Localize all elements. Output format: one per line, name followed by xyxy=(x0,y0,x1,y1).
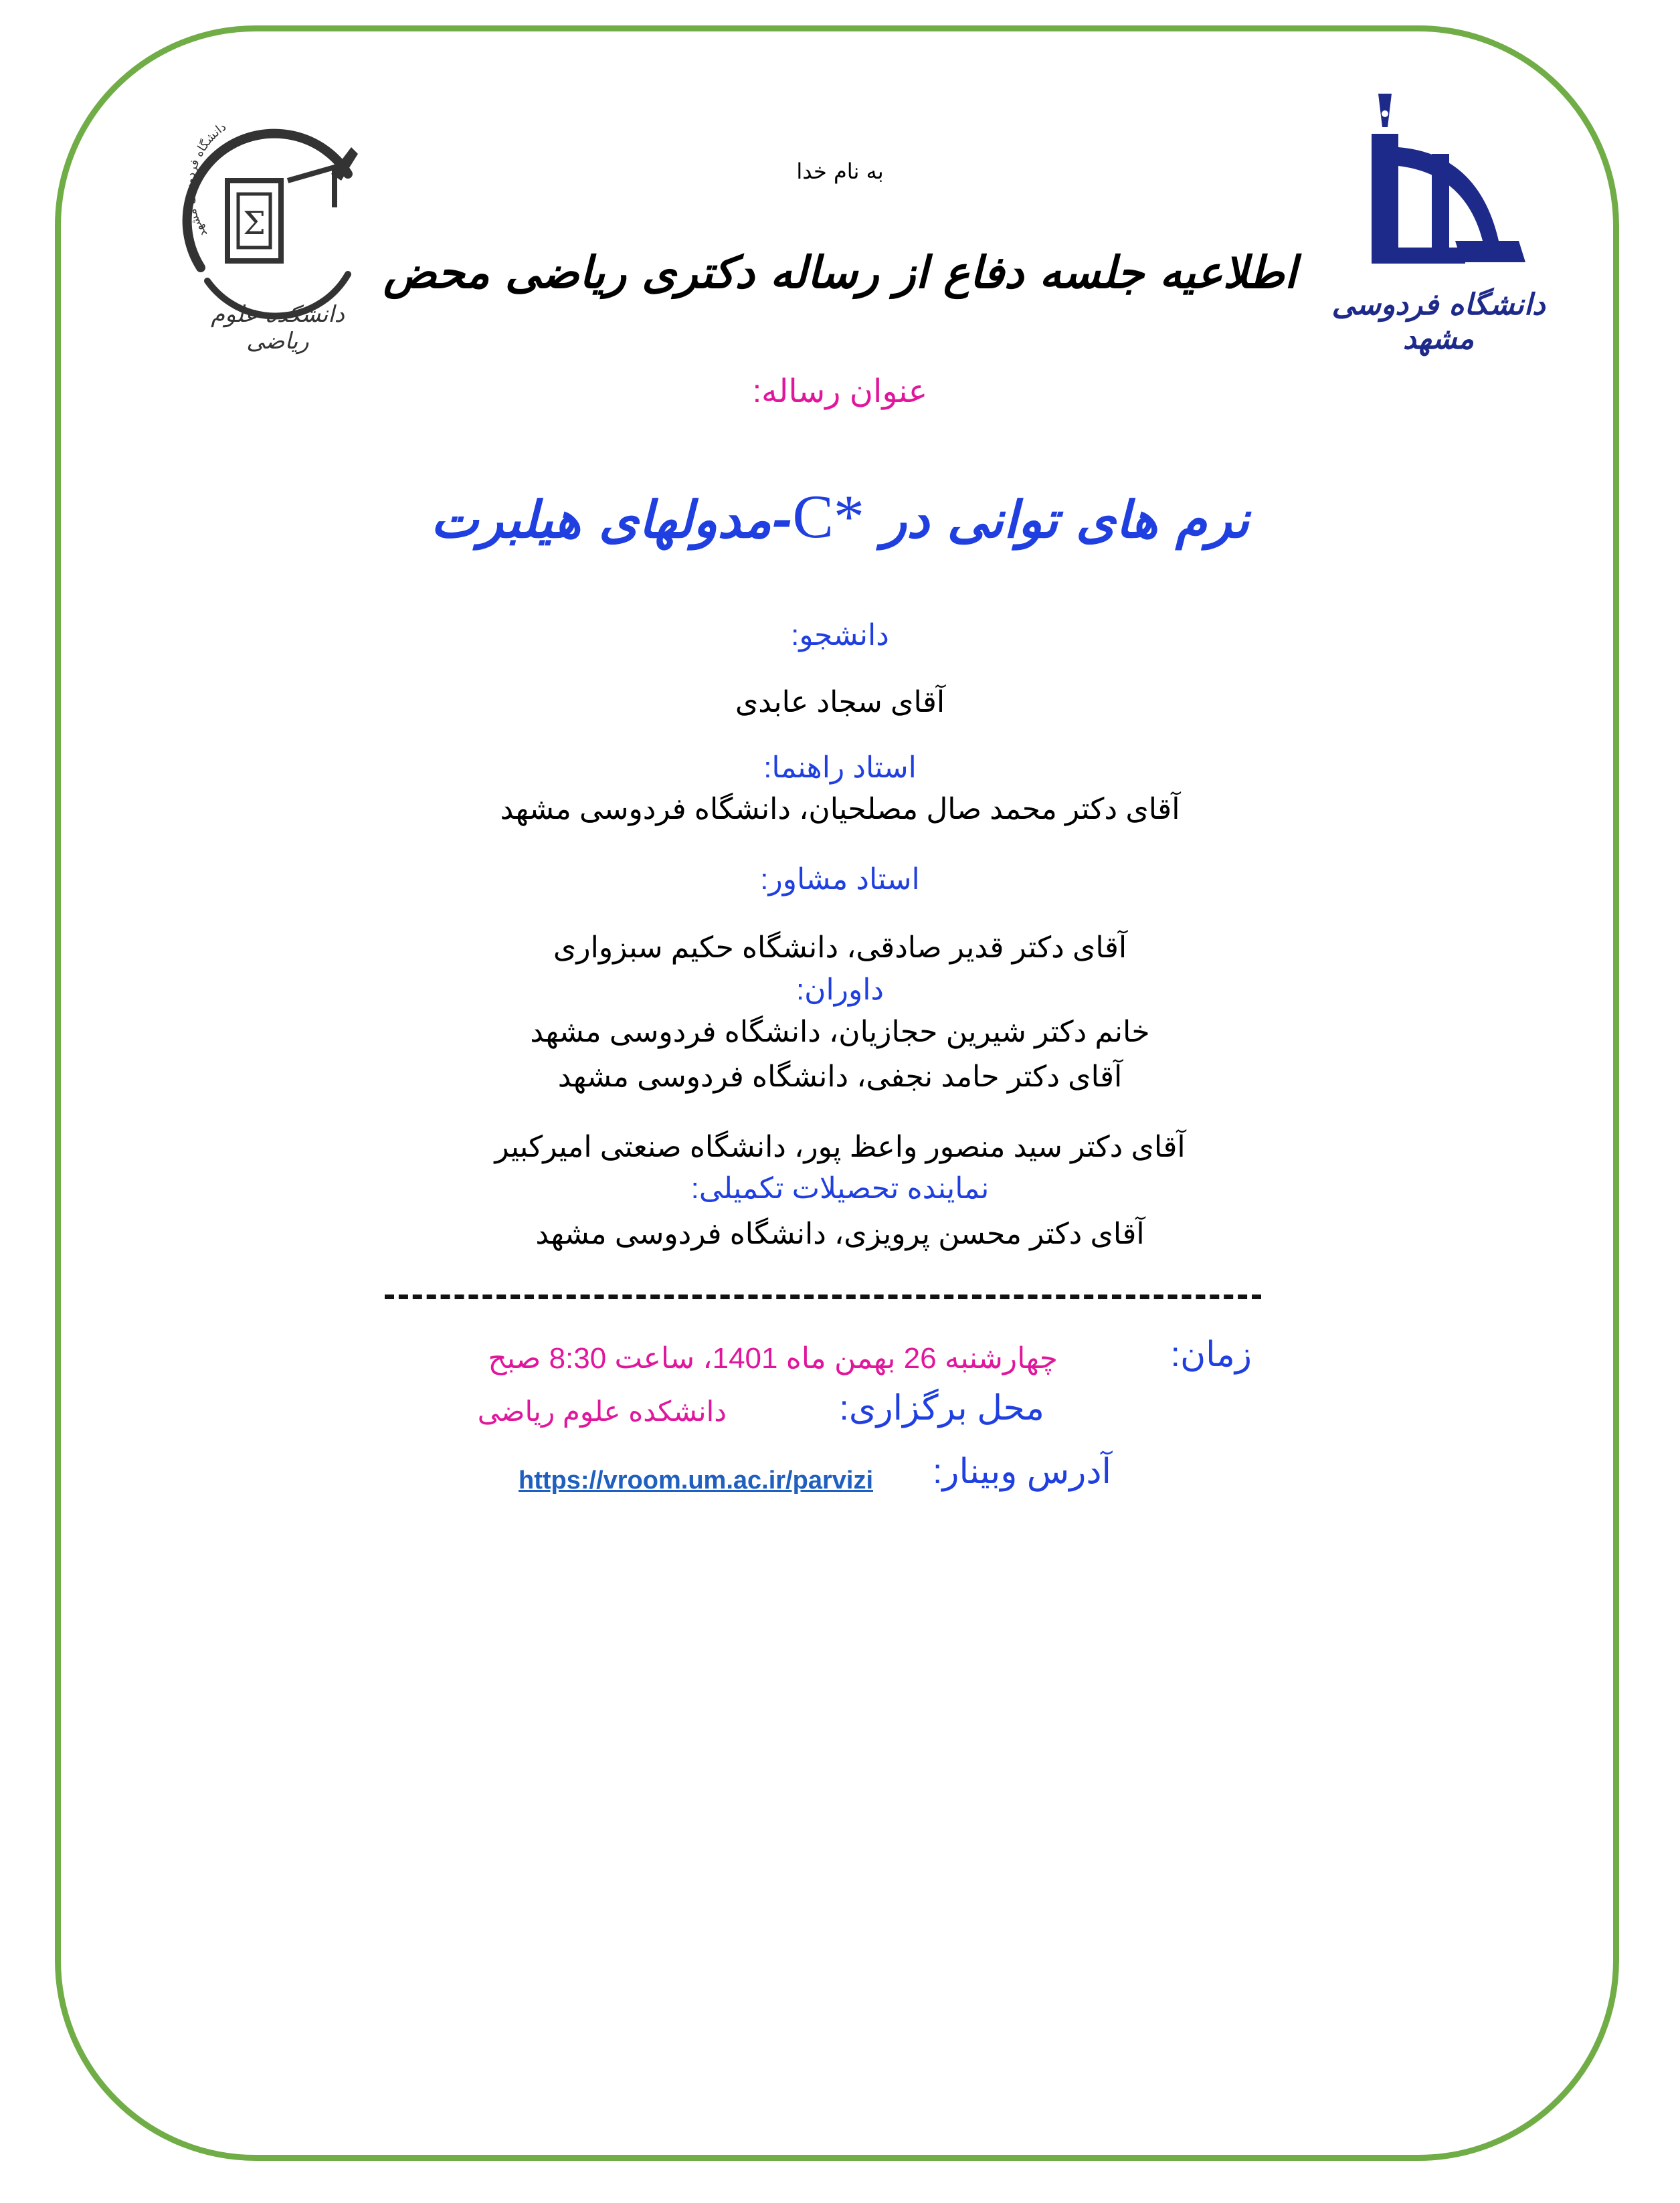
svg-text:Σ: Σ xyxy=(243,205,266,242)
supervisor-name: آقای دکتر محمد صال مصلحیان، دانشگاه فردوسی مشهد xyxy=(500,793,1180,826)
time-value: چهارشنبه 26 بهمن ماه 1401، ساعت 8:30 صبح xyxy=(488,1342,1058,1375)
basmala: به نام خدا xyxy=(796,159,884,184)
referees-label: داوران: xyxy=(796,973,884,1006)
university-logo xyxy=(1331,87,1546,356)
venue-value: دانشکده علوم ریاضی xyxy=(477,1396,727,1427)
advisor-name: آقای دکتر قدیر صادقی، دانشگاه حکیم سبزواری xyxy=(553,931,1127,964)
graduate-rep-name: آقای دکتر محسن پرویزی، دانشگاه فردوسی مشهد xyxy=(535,1218,1145,1250)
thesis-title xyxy=(0,482,1680,553)
time-label: زمان: xyxy=(1170,1335,1252,1374)
announcement-title: اطلاعیه جلسه دفاع از رساله دکتری ریاضی محض xyxy=(383,246,1297,298)
supervisor-label: استاد راهنما: xyxy=(763,751,917,784)
graduate-rep-label: نماینده تحصیلات تکمیلی: xyxy=(690,1172,990,1205)
thesis-title-part2: -مدولهای هیلبرت xyxy=(430,490,793,549)
faculty-logo xyxy=(181,100,375,355)
separator-line xyxy=(385,1295,1261,1299)
referee-2: آقای دکتر حامد نجفی، دانشگاه فردوسی مشهد xyxy=(557,1060,1123,1093)
thesis-title-math: C* xyxy=(792,482,864,551)
webinar-label: آدرس وبینار: xyxy=(932,1452,1111,1491)
thesis-title-part1: نرم های توانی در xyxy=(882,490,1250,549)
university-logo-caption: دانشگاه فردوسی مشهد xyxy=(1331,288,1546,356)
student-label: دانشجو: xyxy=(791,619,889,652)
venue-label: محل برگزاری: xyxy=(839,1389,1044,1428)
advisor-label: استاد مشاور: xyxy=(760,863,920,896)
faculty-arc-text: دانشگاه فردوسی مشهد xyxy=(182,120,229,240)
thesis-label: عنوان رساله: xyxy=(752,374,928,409)
webinar-link-wrap xyxy=(519,1465,873,1495)
student-name: آقای سجاد عابدی xyxy=(735,686,945,719)
webinar-link[interactable]: https://vroom.um.ac.ir/parvizi xyxy=(519,1466,873,1495)
faculty-logo-caption: دانشکده علوم ریاضی xyxy=(211,301,345,355)
referee-1: خانم دکتر شیرین حجازیان، دانشگاه فردوسی مشهد xyxy=(530,1016,1150,1048)
referee-3: آقای دکتر سید منصور واعظ پور، دانشگاه صنعتی امیرکبیر xyxy=(494,1131,1186,1163)
